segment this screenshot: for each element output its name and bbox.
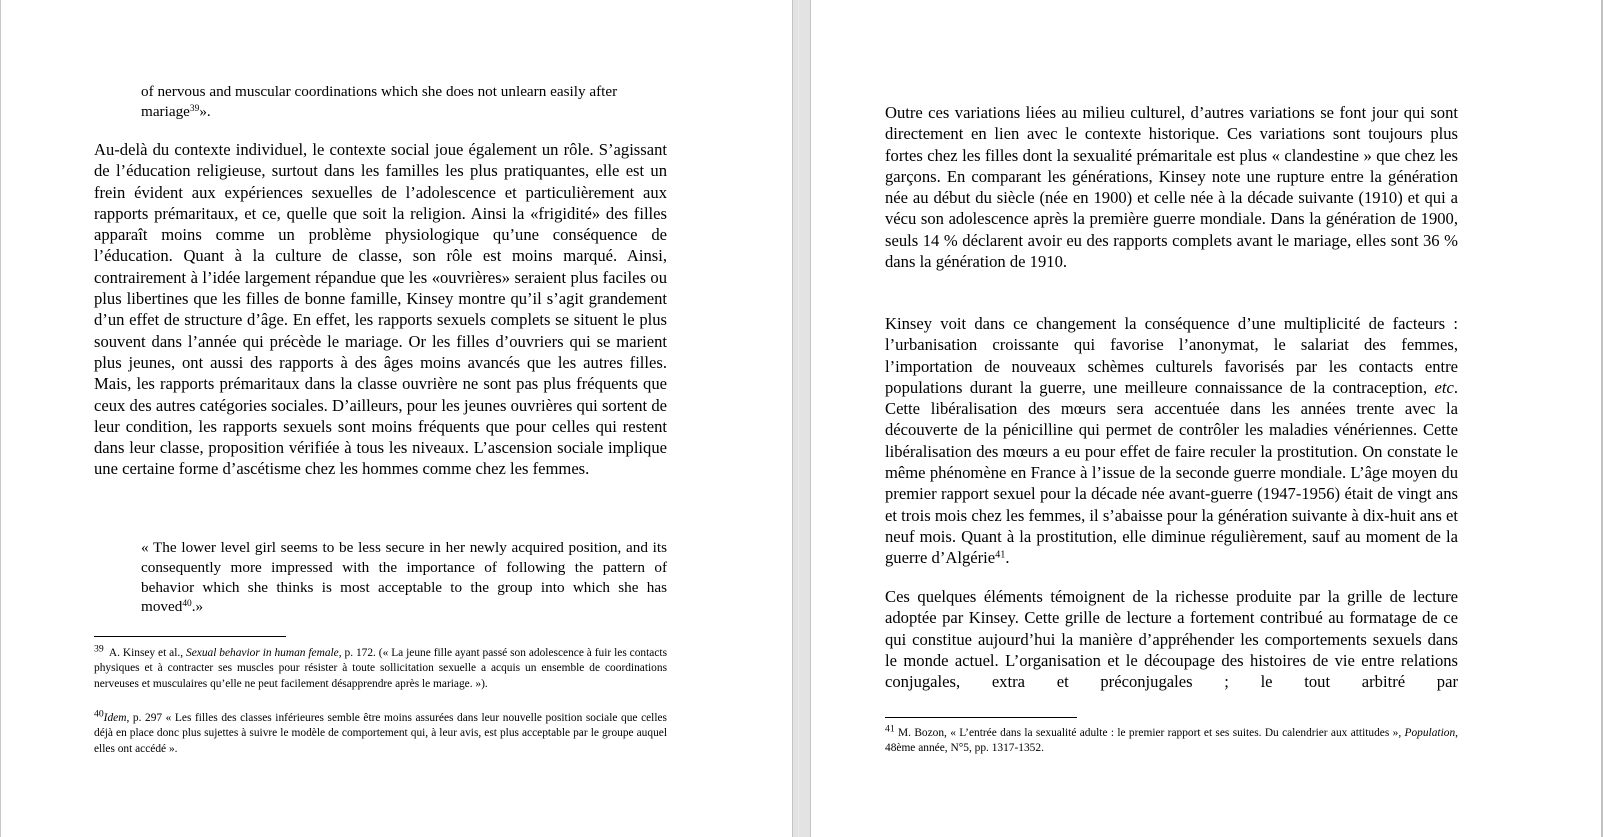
footnote-title: Population	[1404, 727, 1456, 739]
footnote-prefix: A. Kinsey et al.,	[108, 647, 187, 659]
document-page-right	[811, 0, 1603, 837]
footnote-title: Sexual behavior in human female	[186, 647, 339, 659]
footnote-40	[94, 708, 667, 757]
paragraph-italic: etc	[1434, 377, 1454, 397]
quote-text: « The lower level girl seems to be less secure in her newly acquired position, and its consequently more impressed with the importance of following the pattern of behavior which she thinks is most acceptable to the group into which she has moved	[141, 539, 667, 616]
footnote-39	[94, 643, 668, 692]
paragraph-text: Au-delà du contexte individuel, le contexte social joue également un rôle. S’agissant de l’éducation religieuse, surtout dans les familles les plus pratiquantes, elle est un frein évident aux expériences sexuelles de l’adolescence et particulièrement aux rapports prémaritaux, et ce, quelle que soit la religion. Ainsi la «frigidité» des filles apparaît moins comme un problème physiologique qu’une conséquence de l’éducation. Quant à la culture de classe, son rôle est moins marqué. Ainsi, contrairement à l’idée largement répandue que les «ouvrières» seraient plus faciles ou plus libertines que les filles de bonne famille, Kinsey montre qu’il s’agit grandement d’un effet de structure d’âge. En effet, les rapports sexuels complets se situent le plus souvent dans l’année qui précède le mariage. Or les filles d’ouvriers qui se marient plus jeunes, ont aussi des rapports à des âges moins avancés que les autres filles. Mais, les rapports prémaritaux dans la classe ouvrière ne sont pas plus fréquents que ceux des autres catégories sociales. D’ailleurs, pour les jeunes ouvrières qui sortent de leur condition, les rapports sexuels sont moins fréquents que pour celles qui restent dans leur classe, proposition vérifiée à tous les niveaux. L’ascension sociale implique une certaine forme d’ascétisme chez les hommes comme chez les femmes.	[94, 140, 667, 479]
block-quote-continued	[141, 82, 667, 122]
footnote-text: , p. 297 « Les filles des classes inférieures semble être moins assurées dans leur nouvelle position sociale que celles déjà en place donc plus sujettes à suivre le modèle de comportement qui, à leur avis, est plus acceptable par le groupe auquel elles ont accédé ».	[94, 712, 667, 755]
body-paragraph	[885, 313, 1458, 569]
body-paragraph	[885, 102, 1458, 272]
quote-text: of nervous and muscular coordinations which she does not unlearn easily after mariage	[141, 83, 618, 120]
footnote-ref-41[interactable]: 41	[995, 549, 1006, 561]
footnote-title: Idem	[103, 712, 127, 724]
page-gutter	[792, 0, 811, 837]
paragraph-text: Ces quelques éléments témoignent de la richesse produite par la grille de lecture adoptée par Kinsey. Cette grille de lecture a fortement contribué au formatage de ce qui constitue aujourd’hui la manière d’appréhender les comportements sexuels dans le monde actuel. L’organisation et le découpage des histoires de vie entre relations conjugales, extra et préconjugales ; le tout arbitré par	[885, 587, 1458, 692]
block-quote	[141, 538, 667, 617]
footnote-text: , p. 172. (« La jeune fille ayant passé son adolescence à fuir les contacts physiques et à contracter ses muscles pour résister à toute sollicitation sexuelle a acquis un ensemble de coordinations nerveuses et musculaires qu’elle ne peut facilement désapprendre après le mariage. »).	[94, 647, 668, 690]
footnote-prefix: M. Bozon, « L’entrée dans la sexualité adulte : le premier rapport et ses suites. Du calendrier aux attitudes »,	[898, 727, 1405, 739]
footnote-separator	[885, 717, 1077, 718]
footnote-separator	[94, 636, 286, 637]
body-paragraph	[94, 139, 667, 480]
footnote-number: 39	[94, 643, 104, 655]
footnote-number: 40	[94, 708, 104, 720]
paragraph-end: .	[1005, 548, 1010, 568]
footnote-41	[885, 723, 1458, 757]
paragraph-text: Kinsey voit dans ce changement la conséquence d’une multiplicité de facteurs : l’urbanisation croissante qui favorise l’anonymat, le salariat des femmes, l’importation de nouveaux schèmes culturels favorisés par les contacts entre populations durant la guerre, une meilleure connaissance de la contraception,	[885, 314, 1458, 397]
footnote-text: , 48ème année, N°5, pp. 1317-1352.	[885, 727, 1458, 755]
quote-end: ».	[199, 102, 211, 120]
quote-end: .»	[191, 598, 204, 616]
footnote-number: 41	[885, 723, 895, 735]
paragraph-text: Outre ces variations liées au milieu culturel, d’autres variations se font jour qui sont directement en lien avec le contexte historique. Ces variations sont toujours plus fortes chez les filles dont la sexualité prémaritale est plus « clandestine » que chez les garçons. En comparant les générations, Kinsey note une rupture entre la génération née au début du siècle (née en 1900) et celle née à la décade suivante (1910) et qui a vécu son adolescence après la première guerre mondiale. Dans la génération de 1900, seuls 14 % déclarent avoir eu des rapports complets avant le mariage, elles sont 36 % dans la génération de 1910.	[885, 103, 1458, 272]
footnote-ref-40[interactable]: 40	[182, 599, 192, 610]
body-paragraph	[885, 586, 1458, 692]
paragraph-text: . Cette libéralisation des mœurs sera accentuée dans les années trente avec la découverte de la pénicilline qui permet de contrôler les maladies vénériennes. Cette libéralisation des mœurs a eu pour effet de faire reculer la prostitution. On constate le même phénomène en France à l’issue de la seconde guerre mondiale. L’âge moyen du premier rapport sexuel pour la décade née avant-guerre (1947-1956) était de vingt ans et trois mois chez les femmes, il s’abaisse pour la génération suivante à dix-huit ans et neuf mois. Quant à la prostitution, elle diminue régulièrement, sauf au moment de la guerre d’Algérie	[885, 377, 1458, 568]
document-page-left	[0, 0, 792, 837]
footnote-ref-39[interactable]: 39	[189, 103, 200, 114]
